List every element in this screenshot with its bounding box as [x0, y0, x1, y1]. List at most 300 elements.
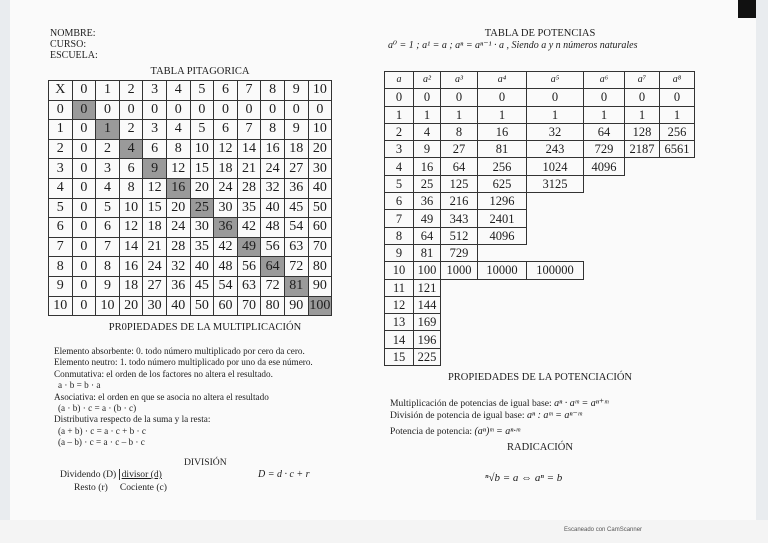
pitagorica-cell: 5 [190, 81, 214, 101]
potencias-cell: 243 [527, 141, 584, 158]
potencias-empty-cell [660, 296, 695, 313]
pot-div-line [390, 408, 608, 424]
potencias-cell: 0 [625, 89, 660, 106]
pitagorica-cell: 40 [308, 178, 332, 198]
pitagorica-cell: 30 [308, 159, 332, 179]
pitagorica-cell: 64 [261, 257, 285, 277]
pitagorica-cell: 6 [214, 81, 238, 101]
escuela-label: ESCUELA: [50, 50, 98, 61]
pitagorica-cell: 20 [190, 178, 214, 198]
pitagorica-cell: 10 [308, 81, 332, 101]
potencias-empty-cell [660, 158, 695, 175]
pitagorica-cell: 21 [237, 159, 261, 179]
potencias-cell: 1 [385, 106, 414, 123]
potencias-row [385, 279, 695, 296]
pitagorica-cell: 90 [308, 276, 332, 296]
nombre-label: NOMBRE: [50, 28, 96, 39]
pitagorica-cell: 3 [96, 159, 120, 179]
potencias-cell: 1 [584, 106, 625, 123]
potencias-header-cell: a⁷ [625, 72, 660, 89]
pitagorica-cell: 8 [119, 178, 143, 198]
pitagorica-cell: 0 [284, 100, 308, 120]
pitagorica-cell: 8 [261, 81, 285, 101]
potencias-empty-cell [584, 331, 625, 348]
pitagorica-cell: 5 [190, 120, 214, 140]
potencias-empty-cell [441, 348, 478, 365]
pitagorica-cell: 28 [166, 237, 190, 257]
distributiva-line: Distributiva respecto de la suma y la resta: [54, 414, 211, 425]
pitagorica-cell: 50 [308, 198, 332, 218]
potencias-header-row [385, 72, 695, 89]
radicacion-formula: ⁿ√b = a ⇔ aⁿ = b [485, 472, 563, 484]
pitagorica-cell: 6 [214, 120, 238, 140]
potencias-row [385, 89, 695, 106]
potencias-empty-cell [478, 279, 527, 296]
scanner-footer [0, 520, 768, 543]
potencias-empty-cell [660, 348, 695, 365]
pitagorica-cell: 56 [237, 257, 261, 277]
pitagorica-cell: 54 [284, 218, 308, 238]
pitagorica-cell: 72 [261, 276, 285, 296]
potencias-cell: 49 [414, 210, 441, 227]
pitagorica-cell: 24 [261, 159, 285, 179]
mult-properties [54, 346, 313, 449]
potencias-empty-cell [660, 279, 695, 296]
potencias-empty-cell [441, 314, 478, 331]
pitagorica-row [49, 139, 332, 159]
potenciacion-title: PROPIEDADES DE LA POTENCIACIÓN [447, 372, 633, 383]
potencias-empty-cell [527, 279, 584, 296]
student-header [50, 28, 98, 61]
potencias-empty-cell [660, 314, 695, 331]
potencias-cell: 512 [441, 227, 478, 244]
pitagorica-cell: 0 [72, 178, 96, 198]
division-results [74, 482, 167, 493]
pitagorica-cell: 12 [119, 218, 143, 238]
pitagorica-cell: 20 [308, 139, 332, 159]
pitagorica-cell: 20 [119, 296, 143, 316]
potencias-cell: 216 [441, 193, 478, 210]
pitagorica-cell: 10 [308, 120, 332, 140]
pitagorica-cell: 0 [190, 100, 214, 120]
pitagorica-cell: 3 [143, 81, 167, 101]
potencias-cell: 2 [385, 123, 414, 140]
potencias-empty-cell [625, 314, 660, 331]
pitagorica-cell: 10 [190, 139, 214, 159]
pitagorica-cell: 1 [49, 120, 73, 140]
pitagorica-cell: 14 [119, 237, 143, 257]
pitagorica-cell: 18 [119, 276, 143, 296]
pitagorica-cell: 48 [261, 218, 285, 238]
pitagorica-cell: 70 [308, 237, 332, 257]
potencias-cell: 2187 [625, 141, 660, 158]
asociativa-line: Asociativa: el orden en que se asocia no altera el resultado [54, 391, 269, 402]
pitagorica-cell: 36 [166, 276, 190, 296]
asociativa-formula: (a · b) · c = a · (b · c) [58, 403, 137, 414]
potencias-cell: 4 [385, 158, 414, 175]
division-title: DIVISIÓN [184, 457, 227, 468]
potencias-empty-cell [478, 348, 527, 365]
pitagorica-cell: 27 [284, 159, 308, 179]
potencias-cell: 27 [441, 141, 478, 158]
pitagorica-title: TABLA PITAGORICA [150, 66, 250, 77]
pitagorica-cell: 0 [143, 100, 167, 120]
potencias-row [385, 141, 695, 158]
pitagorica-cell: 7 [237, 81, 261, 101]
potencias-empty-cell [478, 314, 527, 331]
potencias-row [385, 158, 695, 175]
potencias-cell: 256 [478, 158, 527, 175]
potencias-cell: 36 [414, 193, 441, 210]
pitagorica-cell: 32 [166, 257, 190, 277]
pitagorica-cell: 0 [72, 100, 96, 120]
pitagorica-cell: 2 [49, 139, 73, 159]
potencias-cell: 8 [385, 227, 414, 244]
pitagorica-cell: 16 [261, 139, 285, 159]
pitagorica-table [48, 80, 332, 316]
pitagorica-cell: 3 [49, 159, 73, 179]
pot-div-label: División de potencia de igual base: [390, 410, 525, 421]
potencias-cell: 7 [385, 210, 414, 227]
pitagorica-row [49, 296, 332, 316]
potencias-empty-cell [584, 348, 625, 365]
pitagorica-cell: 9 [284, 120, 308, 140]
potencias-cell: 729 [441, 244, 478, 261]
pitagorica-cell: 2 [96, 139, 120, 159]
pitagorica-cell: 0 [72, 218, 96, 238]
potencias-cell: 64 [441, 158, 478, 175]
pitagorica-row [49, 100, 332, 120]
pitagorica-cell: 8 [96, 257, 120, 277]
potencias-subtitle: a⁰ = 1 ; a¹ = a ; aⁿ = aⁿ⁻¹ · a , Siendo a y n números naturales [388, 40, 638, 51]
pitagorica-cell: 0 [72, 120, 96, 140]
pitagorica-cell: 18 [143, 218, 167, 238]
pitagorica-cell: 42 [214, 237, 238, 257]
radicacion-title: RADICACIÓN [507, 442, 573, 453]
pitagorica-cell: 35 [190, 237, 214, 257]
pitagorica-cell: 30 [214, 198, 238, 218]
resto-label: Resto (r) [74, 482, 108, 493]
pitagorica-cell: 40 [166, 296, 190, 316]
potencias-cell: 0 [385, 89, 414, 106]
pitagorica-cell: 7 [96, 237, 120, 257]
pitagorica-cell: 80 [308, 257, 332, 277]
pitagorica-cell: 60 [214, 296, 238, 316]
potencias-cell: 13 [385, 314, 414, 331]
cociente-label: Cociente (c) [119, 482, 167, 493]
potencias-empty-cell [584, 296, 625, 313]
pitagorica-cell: 24 [166, 218, 190, 238]
potencias-empty-cell [441, 279, 478, 296]
division-terms [60, 469, 162, 480]
potencias-empty-cell [660, 193, 695, 210]
pitagorica-cell: 25 [190, 198, 214, 218]
pitagorica-cell: 6 [119, 159, 143, 179]
distributiva-resta: (a – b) · c = a · c – b · c [58, 437, 145, 448]
potencias-empty-cell [584, 175, 625, 192]
potencias-cell: 1 [478, 106, 527, 123]
potenciacion-properties [390, 396, 608, 440]
dividendo-label: Dividendo (D) [60, 469, 117, 480]
pot-pot-line [390, 424, 608, 440]
potencias-row [385, 227, 695, 244]
potencias-cell: 1296 [478, 193, 527, 210]
potencias-row [385, 193, 695, 210]
pitagorica-cell: 0 [72, 81, 96, 101]
pitagorica-cell: 27 [143, 276, 167, 296]
pitagorica-cell: 0 [214, 100, 238, 120]
potencias-empty-cell [584, 244, 625, 261]
pitagorica-cell: 36 [284, 178, 308, 198]
pitagorica-cell: 4 [49, 178, 73, 198]
potencias-header-cell: a⁴ [478, 72, 527, 89]
pitagorica-cell: 20 [166, 198, 190, 218]
potencias-row [385, 262, 695, 279]
potencias-empty-cell [527, 193, 584, 210]
potencias-cell: 2401 [478, 210, 527, 227]
potencias-cell: 4 [414, 123, 441, 140]
pitagorica-cell: 60 [308, 218, 332, 238]
potencias-cell: 16 [478, 123, 527, 140]
pitagorica-cell: 5 [49, 198, 73, 218]
potencias-empty-cell [584, 314, 625, 331]
pot-mult-label: Multiplicación de potencias de igual base: [390, 398, 552, 409]
pitagorica-cell: 0 [72, 237, 96, 257]
potencias-cell: 196 [414, 331, 441, 348]
potencias-empty-cell [625, 210, 660, 227]
potencias-row [385, 331, 695, 348]
potencias-cell: 100 [414, 262, 441, 279]
potencias-empty-cell [625, 158, 660, 175]
potencias-cell: 100000 [527, 262, 584, 279]
potencias-empty-cell [527, 331, 584, 348]
potencias-cell: 343 [441, 210, 478, 227]
pitagorica-cell: 12 [214, 139, 238, 159]
potencias-empty-cell [625, 175, 660, 192]
pitagorica-cell: 0 [72, 257, 96, 277]
pitagorica-cell: 0 [166, 100, 190, 120]
potencias-cell: 0 [478, 89, 527, 106]
pitagorica-cell: 35 [237, 198, 261, 218]
pitagorica-header-row [49, 81, 332, 101]
pitagorica-cell: 0 [308, 100, 332, 120]
pitagorica-cell: 4 [166, 81, 190, 101]
potencias-cell: 81 [414, 244, 441, 261]
pitagorica-row [49, 159, 332, 179]
pitagorica-cell: 8 [166, 139, 190, 159]
potencias-empty-cell [441, 296, 478, 313]
pitagorica-cell: 16 [119, 257, 143, 277]
pitagorica-row [49, 120, 332, 140]
potencias-cell: 25 [414, 175, 441, 192]
pitagorica-cell: 24 [143, 257, 167, 277]
potencias-cell: 81 [478, 141, 527, 158]
potencias-cell: 14 [385, 331, 414, 348]
potencias-empty-cell [527, 296, 584, 313]
pot-div-formula: aⁿ : aᵐ = aⁿ⁻ᵐ [526, 410, 582, 421]
potencias-header-cell: a [385, 72, 414, 89]
potencias-empty-cell [625, 193, 660, 210]
potencias-cell: 64 [414, 227, 441, 244]
potencias-empty-cell [584, 193, 625, 210]
pitagorica-cell: 48 [214, 257, 238, 277]
potencias-cell: 6 [385, 193, 414, 210]
pitagorica-cell: 10 [49, 296, 73, 316]
pitagorica-cell: 42 [237, 218, 261, 238]
pitagorica-cell: 72 [284, 257, 308, 277]
potencias-cell: 0 [414, 89, 441, 106]
potencias-empty-cell [478, 244, 527, 261]
potencias-cell: 1 [625, 106, 660, 123]
potencias-cell: 625 [478, 175, 527, 192]
potencias-cell: 8 [441, 123, 478, 140]
potencias-cell: 1 [527, 106, 584, 123]
potencias-empty-cell [660, 331, 695, 348]
potencias-empty-cell [527, 210, 584, 227]
potencias-empty-cell [625, 262, 660, 279]
pitagorica-cell: 70 [237, 296, 261, 316]
potencias-cell: 169 [414, 314, 441, 331]
potencias-empty-cell [625, 331, 660, 348]
potencias-header-cell: a³ [441, 72, 478, 89]
potencias-empty-cell [584, 262, 625, 279]
potencias-empty-cell [527, 244, 584, 261]
pitagorica-cell: 15 [143, 198, 167, 218]
pitagorica-cell: 16 [166, 178, 190, 198]
potencias-cell: 4096 [584, 158, 625, 175]
potencias-empty-cell [625, 348, 660, 365]
division-formula: D = d · c + r [258, 469, 310, 480]
pitagorica-cell: 24 [214, 178, 238, 198]
potencias-cell: 1 [414, 106, 441, 123]
pitagorica-cell: 6 [49, 218, 73, 238]
pitagorica-cell: 0 [72, 296, 96, 316]
potencias-cell: 1024 [527, 158, 584, 175]
pitagorica-cell: 45 [190, 276, 214, 296]
pitagorica-cell: 10 [96, 296, 120, 316]
pitagorica-cell: 6 [143, 139, 167, 159]
potencias-row [385, 175, 695, 192]
pitagorica-cell: 40 [190, 257, 214, 277]
curso-label: CURSO: [50, 39, 87, 50]
potencias-cell: 6561 [660, 141, 695, 158]
pitagorica-cell: 12 [143, 178, 167, 198]
pitagorica-cell: 54 [214, 276, 238, 296]
pitagorica-cell: 0 [72, 159, 96, 179]
pitagorica-row [49, 257, 332, 277]
potencias-row [385, 244, 695, 261]
pitagorica-cell: 4 [96, 178, 120, 198]
potencias-empty-cell [584, 210, 625, 227]
potencias-cell: 1 [660, 106, 695, 123]
pitagorica-cell: 0 [72, 276, 96, 296]
potencias-empty-cell [478, 331, 527, 348]
potencias-cell: 0 [584, 89, 625, 106]
potencias-empty-cell [660, 210, 695, 227]
pitagorica-cell: 7 [237, 120, 261, 140]
pitagorica-cell: 30 [143, 296, 167, 316]
pitagorica-cell: 1 [96, 120, 120, 140]
pot-mult-formula: aⁿ · aᵐ = aⁿ⁺ᵐ [554, 398, 609, 409]
absorbente-line: Elemento absorbente: 0. todo número multiplicado por cero da cero. [54, 346, 305, 356]
pitagorica-cell: 18 [284, 139, 308, 159]
potencias-cell: 0 [527, 89, 584, 106]
potencias-cell: 1 [441, 106, 478, 123]
mult-title: PR0PIEDADES DE LA MULTIPLICACIÓN [108, 322, 302, 333]
pitagorica-row [49, 178, 332, 198]
conmutativa-formula: a · b = b · a [58, 380, 101, 391]
pitagorica-row [49, 237, 332, 257]
pitagorica-cell: 0 [119, 100, 143, 120]
potencias-cell: 125 [441, 175, 478, 192]
pitagorica-cell: 9 [143, 159, 167, 179]
pitagorica-cell: 18 [214, 159, 238, 179]
potencias-cell: 5 [385, 175, 414, 192]
pitagorica-cell: 0 [49, 100, 73, 120]
pitagorica-cell: 8 [261, 120, 285, 140]
potencias-cell: 4096 [478, 227, 527, 244]
pitagorica-cell: 50 [190, 296, 214, 316]
neutro-line: Elemento neutro: 1. todo número multiplicado por uno da ese número. [54, 357, 313, 368]
pitagorica-cell: 12 [166, 159, 190, 179]
pitagorica-cell: 30 [190, 218, 214, 238]
potencias-empty-cell [660, 175, 695, 192]
pitagorica-cell: 40 [261, 198, 285, 218]
potencias-cell: 11 [385, 279, 414, 296]
potencias-empty-cell [584, 227, 625, 244]
potencias-table [384, 71, 695, 366]
potencias-header-cell: a⁶ [584, 72, 625, 89]
pitagorica-cell: 63 [237, 276, 261, 296]
potencias-empty-cell [441, 331, 478, 348]
potencias-header-cell: a² [414, 72, 441, 89]
potencias-empty-cell [527, 348, 584, 365]
pitagorica-cell: 0 [72, 139, 96, 159]
pitagorica-cell: 21 [143, 237, 167, 257]
pitagorica-cell: 2 [119, 81, 143, 101]
pitagorica-cell: 2 [119, 120, 143, 140]
pitagorica-row [49, 218, 332, 238]
potencias-empty-cell [660, 244, 695, 261]
pitagorica-cell: 32 [261, 178, 285, 198]
distributiva-suma: (a + b) · c = a · c + b · c [58, 425, 146, 436]
pitagorica-cell: 10 [119, 198, 143, 218]
potencias-empty-cell [478, 296, 527, 313]
pitagorica-cell: 15 [190, 159, 214, 179]
potencias-cell: 16 [414, 158, 441, 175]
pitagorica-cell: 9 [49, 276, 73, 296]
pitagorica-cell: 81 [284, 276, 308, 296]
potencias-empty-cell [527, 227, 584, 244]
pitagorica-row [49, 276, 332, 296]
potencias-cell: 225 [414, 348, 441, 365]
pitagorica-cell: 0 [96, 100, 120, 120]
pitagorica-cell: 1 [96, 81, 120, 101]
scan-corner [738, 0, 756, 18]
potencias-cell: 32 [527, 123, 584, 140]
potencias-empty-cell [660, 227, 695, 244]
potencias-empty-cell [660, 262, 695, 279]
pitagorica-cell: 80 [261, 296, 285, 316]
potencias-row [385, 123, 695, 140]
potencias-cell: 12 [385, 296, 414, 313]
pot-pot-label: Potencia de potencia: [390, 426, 473, 437]
pitagorica-cell: 4 [119, 139, 143, 159]
potencias-cell: 3 [385, 141, 414, 158]
potencias-cell: 0 [441, 89, 478, 106]
potencias-cell: 15 [385, 348, 414, 365]
pitagorica-cell: 14 [237, 139, 261, 159]
